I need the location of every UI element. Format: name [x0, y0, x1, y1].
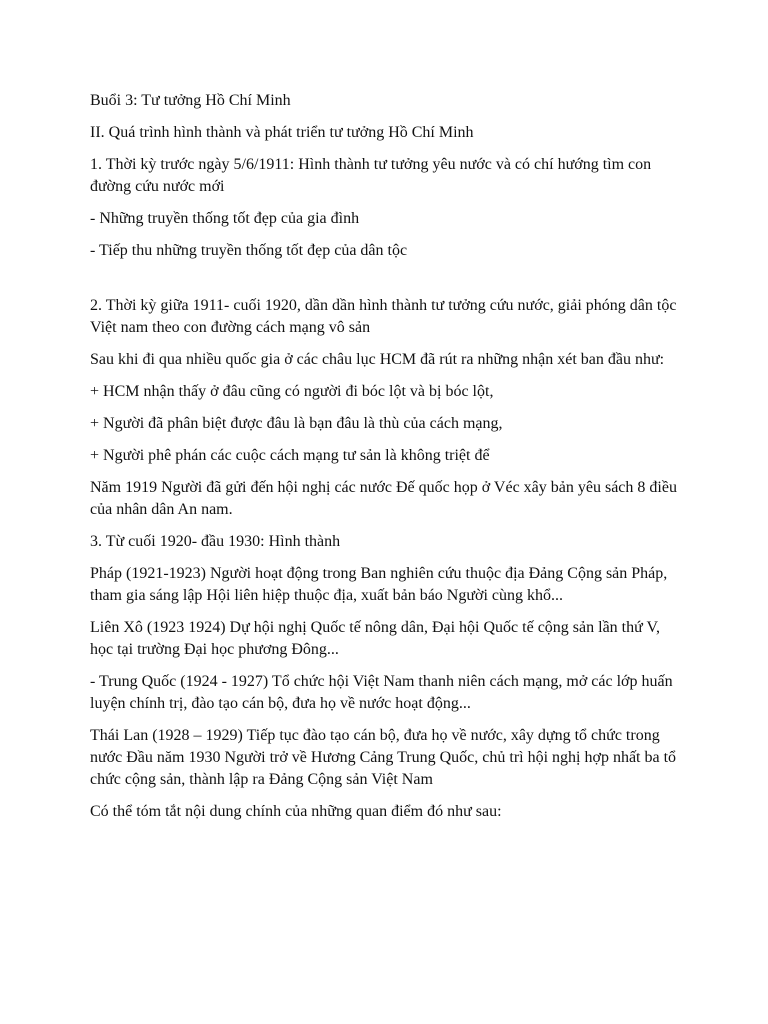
- body-paragraph: - Trung Quốc (1924 - 1927) Tổ chức hội Việt Nam thanh niên cách mạng, mở các lớp huấn luyện chính trị, đào tạo cán bộ, đưa họ về nước hoạt động...: [90, 673, 673, 712]
- list-item: + Người phê phán các cuộc cách mạng tư sản là không triệt để: [90, 447, 490, 464]
- body-paragraph: Có thể tóm tắt nội dung chính của những quan điểm đó như sau:: [90, 803, 502, 820]
- list-item: + HCM nhận thấy ở đâu cũng có người đi bóc lột và bị bóc lột,: [90, 383, 494, 400]
- document-title: Buổi 3: Tư tưởng Hồ Chí Minh: [90, 92, 291, 109]
- body-paragraph: Pháp (1921-1923) Người hoạt động trong Ban nghiên cứu thuộc địa Đảng Cộng sản Pháp, tham gia sáng lập Hội liên hiệp thuộc địa, xuất bản báo Người cùng khổ...: [90, 565, 668, 604]
- list-item: - Tiếp thu những truyền thống tốt đẹp của dân tộc: [90, 242, 408, 259]
- document-page: [90, 90, 680, 833]
- body-paragraph: Thái Lan (1928 – 1929) Tiếp tục đào tạo cán bộ, đưa họ về nước, xây dựng tổ chức trong nước Đầu năm 1930 Người trở về Hương Cảng Trung Quốc, chủ trì hội nghị hợp nhất ba tổ chức cộng sản, thành lập ra Đảng Cộng sản Việt Nam: [90, 727, 677, 788]
- body-paragraph: Năm 1919 Người đã gửi đến hội nghị các nước Đế quốc họp ở Véc xây bản yêu sách 8 điều của nhân dân An nam.: [90, 479, 677, 518]
- period-heading-3: 3. Từ cuối 1920- đầu 1930: Hình thành: [90, 533, 341, 550]
- section-heading: II. Quá trình hình thành và phát triển tư tưởng Hồ Chí Minh: [90, 124, 474, 141]
- body-paragraph: Sau khi đi qua nhiều quốc gia ở các châu lục HCM đã rút ra những nhận xét ban đầu như:: [90, 351, 665, 368]
- list-item: + Người đã phân biệt được đâu là bạn đâu là thù của cách mạng,: [90, 415, 503, 432]
- period-heading-1: 1. Thời kỳ trước ngày 5/6/1911: Hình thành tư tưởng yêu nước và có chí hướng tìm con đường cứu nước mới: [90, 156, 652, 195]
- body-paragraph: Liên Xô (1923 1924) Dự hội nghị Quốc tế nông dân, Đại hội Quốc tế cộng sản lần thứ V, học tại trường Đại học phương Đông...: [90, 619, 660, 658]
- list-item: - Những truyền thống tốt đẹp của gia đình: [90, 210, 360, 227]
- period-heading-2: 2. Thời kỳ giữa 1911- cuối 1920, dần dần hình thành tư tưởng cứu nước, giải phóng dân tộc Việt nam theo con đường cách mạng vô sản: [90, 297, 677, 336]
